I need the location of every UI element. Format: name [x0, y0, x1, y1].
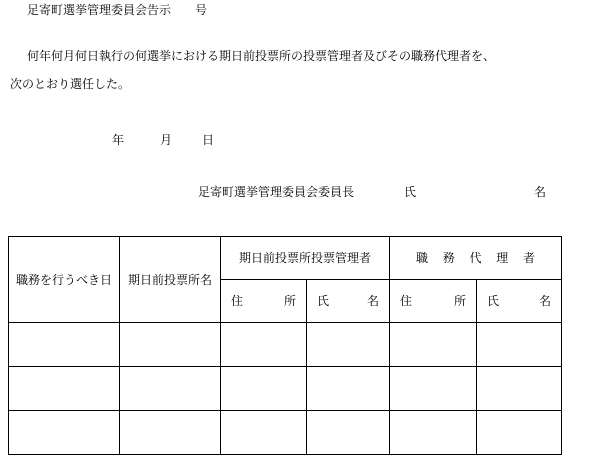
- signatory-title: 足寄町選挙管理委員会委員長: [198, 185, 355, 199]
- header-duty-date: [9, 237, 120, 323]
- subheader-manager-name: [307, 280, 390, 323]
- table-cell: [120, 323, 221, 367]
- subheader-char: 所: [454, 294, 467, 308]
- date-year-label: 年: [112, 133, 125, 147]
- header-deputy-char: 理: [496, 251, 509, 265]
- table-row: [9, 367, 562, 411]
- subheader-char: 住: [231, 294, 244, 308]
- subheader-char: 名: [367, 294, 380, 308]
- table-cell: [120, 367, 221, 411]
- table-cell: [9, 411, 120, 455]
- header-deputy-char: 職: [416, 251, 429, 265]
- notice-body-line-2: 次のとおり選任した。: [10, 77, 131, 91]
- table-cell: [221, 367, 307, 411]
- header-venue-name-label: 期日前投票所名: [127, 272, 212, 287]
- table-cell: [221, 323, 307, 367]
- table-cell: [120, 411, 221, 455]
- header-deputy-char: 務: [442, 251, 455, 265]
- subheader-char: 住: [400, 294, 413, 308]
- table-row: [9, 411, 562, 455]
- table-cell: [307, 323, 390, 367]
- date-day-label: 日: [202, 133, 215, 147]
- appointment-table: [8, 236, 562, 455]
- subheader-char: 氏: [487, 294, 500, 308]
- table-cell: [477, 411, 562, 455]
- table-cell: [221, 411, 307, 455]
- table-cell: [307, 411, 390, 455]
- signatory-name-marker: 名: [534, 185, 547, 199]
- subheader-char: 名: [539, 294, 552, 308]
- table-cell: [307, 367, 390, 411]
- table-cell: [477, 367, 562, 411]
- header-group-manager: [221, 237, 390, 280]
- header-group-manager-label: 期日前投票所投票管理者: [239, 251, 372, 265]
- table-cell: [390, 411, 477, 455]
- header-group-deputy: [390, 237, 562, 280]
- header-venue-name: [120, 237, 221, 323]
- table-cell: [390, 323, 477, 367]
- subheader-char: 所: [283, 294, 296, 308]
- table-cell: [9, 367, 120, 411]
- subheader-char: 氏: [317, 294, 330, 308]
- header-deputy-char: 者: [523, 251, 536, 265]
- table-cell: [9, 323, 120, 367]
- notice-body-line-1: 何年何月何日執行の何選挙における期日前投票所の投票管理者及びその職務代理者を、: [27, 49, 496, 63]
- table-cell: [477, 323, 562, 367]
- signatory-surname-marker: 氏: [404, 185, 417, 199]
- subheader-deputy-name: [477, 280, 562, 323]
- header-duty-date-label: 職務を行うべき日: [15, 272, 112, 287]
- header-deputy-char: 代: [469, 251, 482, 265]
- table-row: [9, 323, 562, 367]
- table-cell: [390, 367, 477, 411]
- notice-heading: 足寄町選挙管理委員会告示 号: [27, 3, 208, 17]
- subheader-deputy-address: [390, 280, 477, 323]
- date-month-label: 月: [160, 133, 173, 147]
- subheader-manager-address: [221, 280, 307, 323]
